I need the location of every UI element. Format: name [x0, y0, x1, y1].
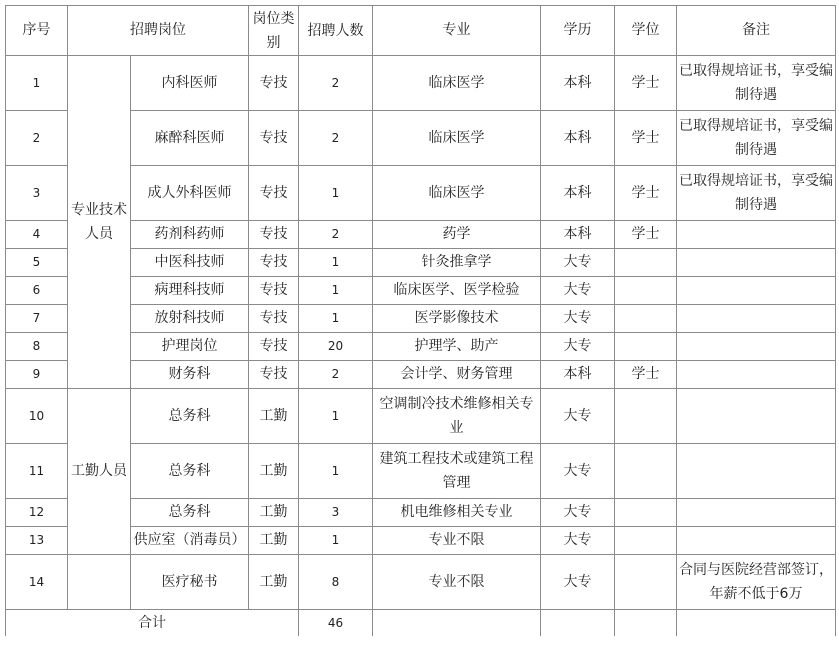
row-category: 专技 [249, 333, 299, 361]
row-no: 7 [6, 305, 68, 333]
row-count: 1 [299, 249, 373, 277]
row-major: 机电维修相关专业 [373, 499, 541, 527]
header-seq: 序号 [6, 6, 68, 56]
row-count: 2 [299, 56, 373, 111]
row-remark: 已取得规培证书，享受编制待遇 [677, 166, 836, 221]
row-degree [615, 277, 677, 305]
row-major: 空调制冷技术维修相关专业 [373, 389, 541, 444]
row-major: 临床医学 [373, 111, 541, 166]
row-remark: 已取得规培证书，享受编制待遇 [677, 111, 836, 166]
row-count: 1 [299, 527, 373, 555]
row-remark: 合同与医院经营部签订，年薪不低于6万 [677, 555, 836, 610]
table-row [6, 499, 836, 527]
row-no: 10 [6, 389, 68, 444]
row-major: 建筑工程技术或建筑工程管理 [373, 444, 541, 499]
row-category: 专技 [249, 166, 299, 221]
row-major: 护理学、助产 [373, 333, 541, 361]
row-remark [677, 333, 836, 361]
row-major: 临床医学 [373, 56, 541, 111]
row-education: 大专 [541, 555, 615, 610]
header-remark: 备注 [677, 6, 836, 56]
row-post: 总务科 [131, 499, 249, 527]
header-post: 招聘岗位 [68, 6, 249, 56]
row-no: 8 [6, 333, 68, 361]
row-degree [615, 333, 677, 361]
row-post: 医疗秘书 [131, 555, 249, 610]
row-remark [677, 389, 836, 444]
row-category: 专技 [249, 361, 299, 389]
row-no: 4 [6, 221, 68, 249]
row-category: 工勤 [249, 555, 299, 610]
row-category: 专技 [249, 56, 299, 111]
table-row [6, 389, 836, 444]
table-row [6, 527, 836, 555]
row-category: 专技 [249, 111, 299, 166]
row-post: 病理科技师 [131, 277, 249, 305]
row-education: 大专 [541, 333, 615, 361]
row-count: 1 [299, 166, 373, 221]
row-no: 3 [6, 166, 68, 221]
row-category: 专技 [249, 277, 299, 305]
row-remark [677, 305, 836, 333]
row-remark [677, 444, 836, 499]
table-row [6, 166, 836, 221]
row-category: 工勤 [249, 499, 299, 527]
row-post: 放射科技师 [131, 305, 249, 333]
total-row [6, 610, 836, 637]
row-count: 8 [299, 555, 373, 610]
header-degree: 学位 [615, 6, 677, 56]
row-category: 专技 [249, 221, 299, 249]
row-post: 护理岗位 [131, 333, 249, 361]
row-category: 工勤 [249, 527, 299, 555]
row-post: 中医科技师 [131, 249, 249, 277]
row-category: 工勤 [249, 389, 299, 444]
row-major: 临床医学、医学检验 [373, 277, 541, 305]
row-post: 药剂科药师 [131, 221, 249, 249]
table-row [6, 56, 836, 111]
row-post: 供应室（消毒员） [131, 527, 249, 555]
row-count: 20 [299, 333, 373, 361]
row-degree: 学士 [615, 56, 677, 111]
row-category: 工勤 [249, 444, 299, 499]
row-education: 本科 [541, 56, 615, 111]
total-remark [677, 610, 836, 637]
table-row [6, 277, 836, 305]
row-count: 1 [299, 389, 373, 444]
row-remark [677, 361, 836, 389]
row-degree [615, 305, 677, 333]
row-remark [677, 221, 836, 249]
row-category: 专技 [249, 249, 299, 277]
table-row [6, 111, 836, 166]
row-count: 1 [299, 305, 373, 333]
row-education: 本科 [541, 166, 615, 221]
row-remark [677, 277, 836, 305]
total-label: 合计 [6, 610, 299, 637]
row-degree [615, 389, 677, 444]
row-count: 1 [299, 444, 373, 499]
row-major: 药学 [373, 221, 541, 249]
row-no: 1 [6, 56, 68, 111]
row-remark [677, 527, 836, 555]
row-education: 大专 [541, 499, 615, 527]
row-count: 2 [299, 361, 373, 389]
row-degree: 学士 [615, 221, 677, 249]
row-education: 大专 [541, 249, 615, 277]
row-no: 14 [6, 555, 68, 610]
header-category: 岗位类别 [249, 6, 299, 56]
row-education: 大专 [541, 444, 615, 499]
row-count: 3 [299, 499, 373, 527]
row-remark [677, 249, 836, 277]
row-degree: 学士 [615, 361, 677, 389]
row-post: 内科医师 [131, 56, 249, 111]
table-row [6, 361, 836, 389]
row-degree: 学士 [615, 111, 677, 166]
table-row [6, 221, 836, 249]
header-education: 学历 [541, 6, 615, 56]
group-empty [68, 555, 131, 610]
row-post: 麻醉科医师 [131, 111, 249, 166]
row-major: 针灸推拿学 [373, 249, 541, 277]
row-degree: 学士 [615, 166, 677, 221]
row-no: 13 [6, 527, 68, 555]
row-degree [615, 249, 677, 277]
header-row [6, 6, 836, 56]
group-tech: 专业技术人员 [68, 56, 131, 389]
row-major: 专业不限 [373, 527, 541, 555]
row-remark [677, 499, 836, 527]
row-remark: 已取得规培证书，享受编制待遇 [677, 56, 836, 111]
total-education [541, 610, 615, 637]
total-count: 46 [299, 610, 373, 637]
row-degree [615, 555, 677, 610]
row-major: 医学影像技术 [373, 305, 541, 333]
row-no: 9 [6, 361, 68, 389]
row-count: 1 [299, 277, 373, 305]
row-education: 本科 [541, 361, 615, 389]
table-row [6, 555, 836, 610]
row-count: 2 [299, 221, 373, 249]
row-category: 专技 [249, 305, 299, 333]
row-degree [615, 527, 677, 555]
row-no: 11 [6, 444, 68, 499]
table-row [6, 444, 836, 499]
recruitment-table [5, 5, 836, 636]
row-count: 2 [299, 111, 373, 166]
header-major: 专业 [373, 6, 541, 56]
group-service: 工勤人员 [68, 389, 131, 555]
row-no: 12 [6, 499, 68, 527]
row-post: 财务科 [131, 361, 249, 389]
row-no: 5 [6, 249, 68, 277]
row-no: 6 [6, 277, 68, 305]
row-no: 2 [6, 111, 68, 166]
header-count: 招聘人数 [299, 6, 373, 56]
row-degree [615, 499, 677, 527]
total-degree [615, 610, 677, 637]
row-major: 临床医学 [373, 166, 541, 221]
row-post: 成人外科医师 [131, 166, 249, 221]
total-major [373, 610, 541, 637]
table-row [6, 305, 836, 333]
row-major: 专业不限 [373, 555, 541, 610]
row-education: 大专 [541, 277, 615, 305]
row-education: 大专 [541, 389, 615, 444]
row-education: 大专 [541, 305, 615, 333]
table-row [6, 249, 836, 277]
table-row [6, 333, 836, 361]
row-post: 总务科 [131, 389, 249, 444]
row-major: 会计学、财务管理 [373, 361, 541, 389]
row-degree [615, 444, 677, 499]
row-education: 本科 [541, 111, 615, 166]
row-education: 本科 [541, 221, 615, 249]
row-education: 大专 [541, 527, 615, 555]
row-post: 总务科 [131, 444, 249, 499]
